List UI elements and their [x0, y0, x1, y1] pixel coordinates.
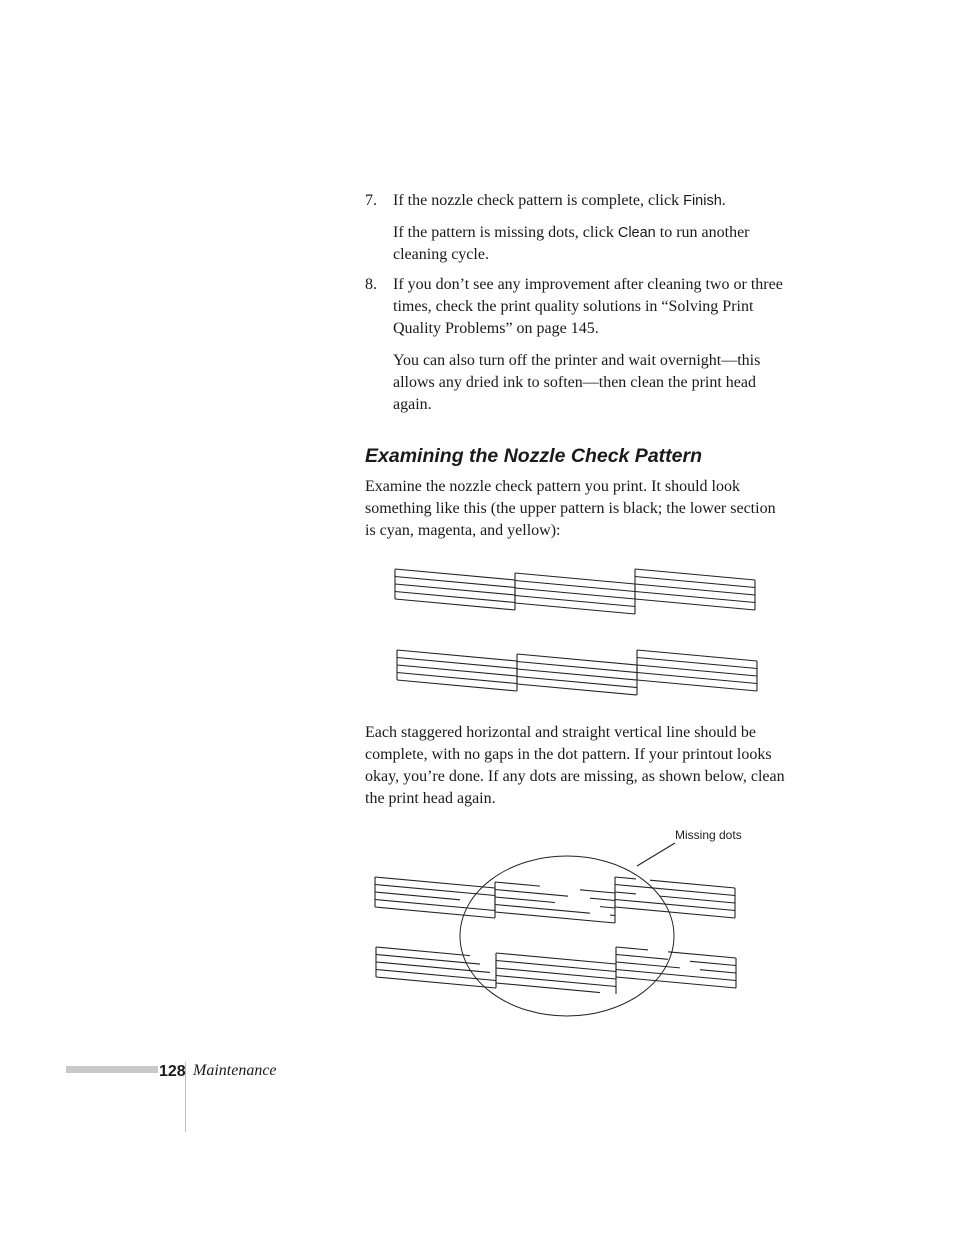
page-number: 128 [159, 1063, 186, 1080]
step-text: If the nozzle check pattern is complete, click [393, 192, 684, 209]
pattern-line [495, 882, 540, 886]
pattern-line [376, 947, 470, 956]
pattern-line [615, 877, 636, 879]
clean-button-term: Clean [617, 225, 656, 241]
pattern-line [616, 947, 648, 950]
step-note-end: to run another cleaning cycle. [393, 224, 750, 263]
pattern-line [590, 898, 615, 900]
step-note: You can also turn off the printer and wait overnight—this allows any dried ink to soften—then clean the print head again. [393, 352, 761, 413]
step-text: If you don’t see any improvement after cleaning two or three times, check the print quality solutions in “Solving Print Quality Problems” on page 145. [393, 276, 783, 337]
pattern-line [660, 896, 735, 903]
pattern-line [616, 962, 680, 968]
step-number: 7. [365, 192, 377, 209]
footer-bar [66, 1066, 158, 1073]
pattern-line [650, 880, 735, 888]
missing-dots-callout: Missing dots [675, 828, 742, 842]
pattern-line [496, 983, 600, 993]
missing-dots-ellipse [460, 856, 674, 1016]
callout-leader [637, 843, 675, 866]
pattern-line [615, 892, 636, 894]
pattern-line [375, 892, 460, 900]
step-number: 8. [365, 276, 377, 293]
explain-paragraph: Each staggered horizontal and straight vertical line should be complete, with no gaps in the dot pattern. If your printout looks okay, you’re done. If any dots are missing, as shown below, clean the print head again. [365, 724, 785, 807]
pattern-line [690, 961, 736, 965]
pattern-line [495, 890, 568, 897]
pattern-line [495, 912, 615, 923]
pattern-line [616, 955, 668, 960]
pattern-line [668, 952, 736, 958]
intro-paragraph: Examine the nozzle check pattern you print. It should look something like this (the upper pattern is black; the lower section is cyan, magenta, and yellow): [365, 478, 776, 539]
step-note: If the pattern is missing dots, click [393, 224, 618, 241]
pattern-line [700, 970, 736, 973]
section-heading: Examining the Nozzle Check Pattern [365, 445, 702, 467]
pattern-line [580, 890, 615, 893]
finish-button-term: Finish [683, 193, 722, 209]
pattern-line [495, 897, 555, 903]
section-name: Maintenance [193, 1062, 277, 1079]
pattern-line [495, 905, 590, 914]
step-text-end: . [721, 192, 726, 209]
pattern-line [600, 907, 615, 908]
